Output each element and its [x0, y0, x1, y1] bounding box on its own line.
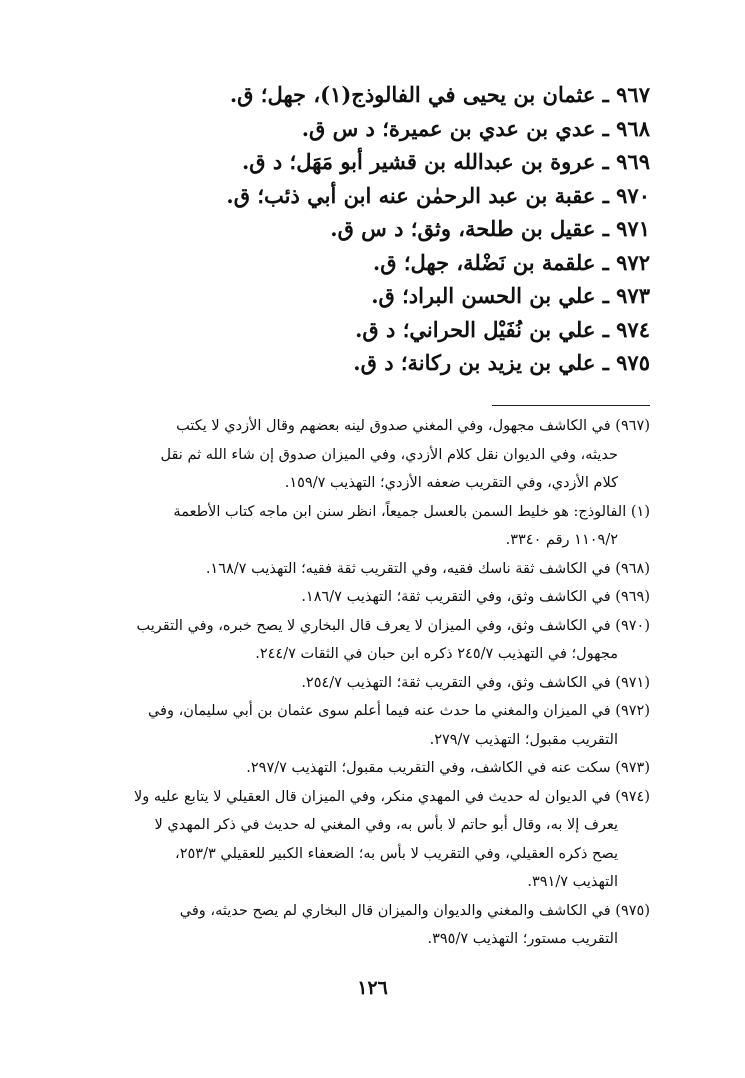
entry-974: ٩٧٤ ـ علي بن نُفَيْل الحراني؛ د ق.	[355, 316, 650, 342]
footnote-975	[40, 897, 650, 954]
entry-968: ٩٦٨ ـ عدي بن عدي بن عميرة؛ د س ق.	[301, 115, 650, 141]
footnote-970	[40, 612, 650, 669]
narrator-entries	[90, 78, 650, 380]
footnote-972	[40, 697, 650, 754]
footnote-line: (٩٧٠) في الكاشف وثق، وفي الميزان لا يعرف قال البخاري لا يصح خبره، وفي التقريب	[136, 617, 650, 634]
footnote-divider	[492, 405, 650, 406]
footnote-line: (١) الفالوذج: هو خليط السمن بالعسل جميعاً، انظر سنن ابن ماجه كتاب الأطعمة	[173, 503, 650, 520]
footnote-1	[40, 498, 650, 555]
entry-975: ٩٧٥ ـ علي بن يزيد بن ركانة؛ د ق.	[353, 350, 650, 375]
footnote-968	[40, 555, 650, 584]
footnote-line: (٩٧٤) في الديوان له حديث في المهدي منكر، وفي الميزان قال العقيلي لا يتابع عليه ولا	[133, 788, 650, 805]
footnote-line: (٩٧٢) في الميزان والمغني ما حدث عنه فيما أعلم سوى عثمان بن أبي سليمان، وفي	[147, 703, 650, 719]
footnote-line: (٩٦٩) في الكاشف وثق، وفي التقريب ثقة؛ التهذيب ١٨٦/٧.	[301, 589, 650, 605]
footnote-967	[40, 412, 650, 498]
footnote-line: (٩٦٧) في الكاشف مجهول، وفي المغني صدوق لينه بعضهم وقال الأزدي لا يكتب	[176, 418, 650, 434]
entry-967: ٩٦٧ ـ عثمان بن يحيى في الفالوذج(١)، جهل؛ ق.	[229, 82, 650, 107]
footnote-line: يعرف إلا به، وقال أبو حاتم لا بأس به، وفي المغني له حديث في ذكر المهدي لا	[154, 817, 618, 833]
footnote-973	[40, 754, 650, 783]
footnote-line: ١١٠٩/٢ رقم ٣٣٤٠.	[505, 532, 618, 548]
footnote-line: (٩٧٥) في الكاشف والمغني والديوان والميزان قال البخاري لم يصح حديثه، وفي	[179, 902, 650, 919]
footnote-969	[40, 583, 650, 612]
footnote-line: كلام الأزدي، وفي التقريب ضعفه الأزدي؛ التهذيب ١٥٩/٧.	[284, 475, 618, 491]
footnote-line: التقريب مقبول؛ التهذيب ٢٧٩/٧.	[429, 731, 618, 748]
entry-973: ٩٧٣ ـ علي بن الحسن البراد؛ ق.	[371, 283, 650, 308]
footnote-line: (٩٧٣) سكت عنه في الكاشف، وفي التقريب مقبول؛ التهذيب ٢٩٧/٧.	[246, 760, 650, 776]
page-number: ١٢٦	[357, 977, 388, 999]
footnote-971	[40, 669, 650, 698]
entry-969: ٩٦٩ ـ عروة بن عبدالله بن قشير أبو مَهَل؛ د ق.	[241, 149, 650, 174]
entry-972: ٩٧٢ ـ علقمة بن نَضْلة، جهل؛ ق.	[372, 249, 650, 275]
footnote-974	[40, 783, 650, 897]
footnote-line: (٩٦٨) في الكاشف ثقة ناسك فقيه، وفي التقريب ثقة فقيه؛ التهذيب ١٦٨/٧.	[205, 560, 650, 577]
footnote-line: التهذيب ٣٩١/٧.	[527, 874, 618, 890]
footnotes	[40, 412, 650, 954]
footnote-line: يصح ذكره العقيلي، وفي التقريب لا بأس به؛ الضعفاء الكبير للعقيلي ٢٥٣/٣،	[175, 845, 618, 862]
entry-970: ٩٧٠ ـ عقبة بن عبد الرحمٰن عنه ابن أبي ذئب؛ ق.	[226, 182, 650, 208]
footnote-line: التقريب مستور؛ التهذيب ٣٩٥/٧.	[427, 931, 618, 947]
footnote-line: مجهول؛ في التهذيب ٢٤٥/٧ ذكره ابن حبان في الثقات ٢٤٤/٧.	[255, 646, 618, 662]
entry-971: ٩٧١ ـ عقيل بن طلحة، وثق؛ د س ق.	[330, 216, 650, 241]
footnote-line: حديثه، وفي الديوان نقل كلام الأزدي، وفي الميزان صدوق إن شاء الله ثم نقل	[160, 446, 618, 463]
footnote-line: (٩٧١) في الكاشف وثق، وفي التقريب ثقة؛ التهذيب ٢٥٤/٧.	[301, 674, 650, 691]
